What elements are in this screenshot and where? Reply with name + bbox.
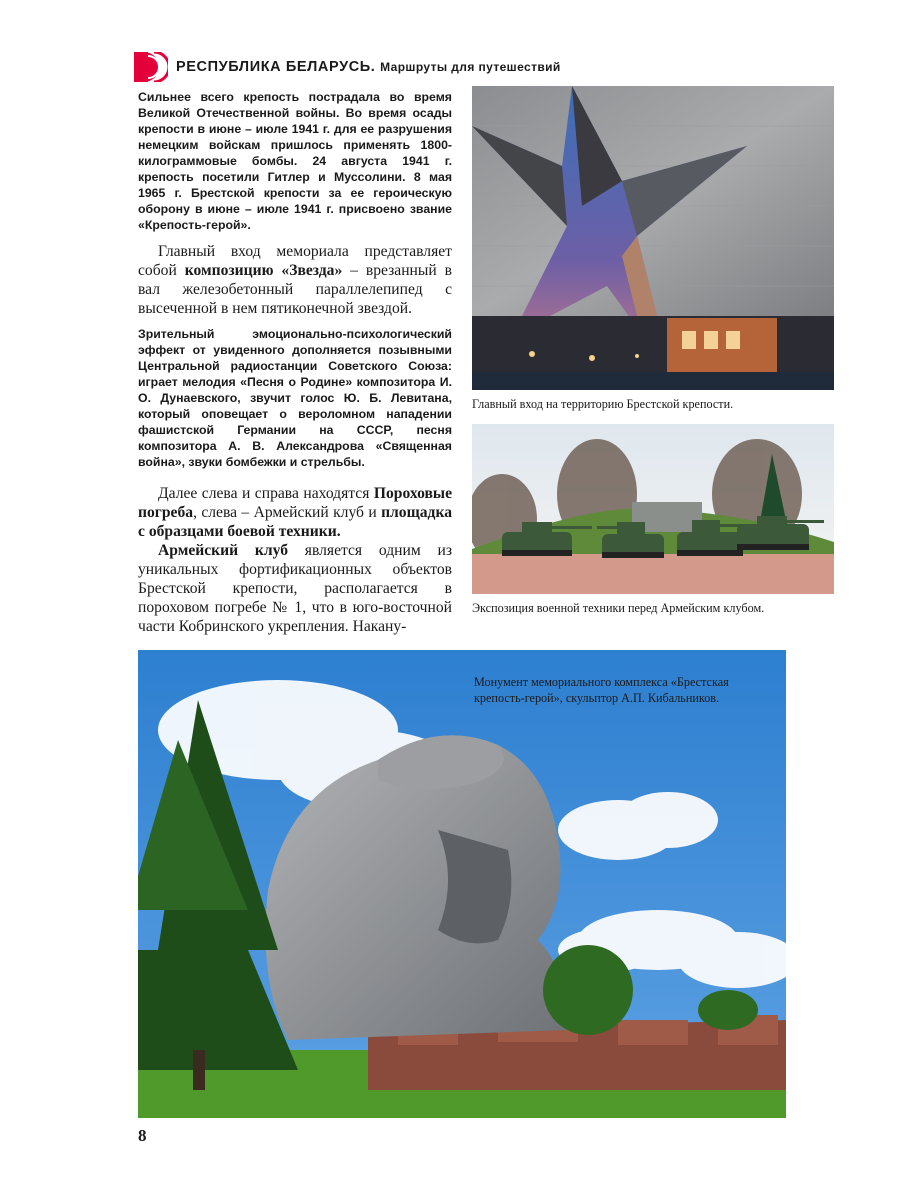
powder-text-c: , слева – Армейский клуб и	[193, 504, 382, 521]
club-text-bold: Армейский клуб	[158, 542, 289, 559]
section-marker-icon	[134, 52, 168, 82]
monument-photo-caption: Монумент мемориального комплекса «Брестская крепость-герой», скульптор А.П. Кибальников.	[474, 675, 729, 705]
page-number: 8	[138, 1126, 147, 1145]
monument-photo	[138, 650, 786, 1118]
header-subtitle: Маршруты для путешествий	[380, 60, 561, 74]
star-text-bold: композицию «Звезда»	[184, 262, 343, 279]
text-block-star	[138, 242, 452, 318]
history-paragraph: Сильнее всего крепость пострадала во время Великой Отечественной войны. Во время осады крепости в июне – июле 1941 г. для ее разрушения немецким войскам пришлось применять 1800-килограммовые бомбы. 24 августа 1941 г. крепость посетили Гитлер и Муссолини. 8 мая 1965 г. Брестской крепости за ее героическую оборону в июне – июле 1941 г. присвоено звание «Крепость-герой».	[138, 90, 452, 232]
tanks-photo-caption: Экспозиция военной техники перед Армейским клубом.	[472, 601, 765, 615]
effect-paragraph: Зрительный эмоционально-психологический эффект от увиденного дополняется позывными Центральной радиостанции Советского Союза: играет мелодия «Песня о Родине» композитора И. О. Дунаевского, звучит голос Ю. Б. Левитана, который оповещает о вероломном нападении фашистской Германии на СССР, песня композитора А. В. Александрова «Священная война», звуки бомбежки и стрельбы.	[138, 327, 452, 469]
page-header	[134, 52, 834, 82]
text-block-club	[138, 484, 452, 636]
text-block-effect	[138, 326, 452, 470]
star-paragraph	[138, 242, 452, 318]
star-photo-caption: Главный вход на территорию Брестской крепости.	[472, 397, 734, 411]
club-text-b: является одним из уникальных фортификационных объектов Брестской крепости, располагается в пороховом погребе № 1, что в юго-восточной части Кобринского укрепления. Накану-	[138, 542, 453, 635]
powder-paragraph	[138, 484, 452, 541]
tanks-photo	[472, 424, 834, 594]
star-text-a: Главный вход мемориала представляет собой	[138, 243, 452, 279]
platform-text-bold: площадка с образцами боевой техники.	[138, 504, 452, 540]
text-block-history	[138, 89, 452, 233]
club-paragraph	[138, 541, 452, 636]
star-entrance-photo	[472, 86, 834, 390]
powder-text-a: Далее слева и справа находятся	[158, 485, 374, 502]
header-title: РЕСПУБЛИКА БЕЛАРУСЬ.	[176, 59, 376, 75]
star-text-c: – врезанный в вал железобетонный параллелепипед с высеченной в нем пятиконечной звездой.	[138, 262, 452, 317]
powder-text-bold: Пороховые погреба	[138, 485, 452, 521]
running-header	[176, 59, 561, 75]
